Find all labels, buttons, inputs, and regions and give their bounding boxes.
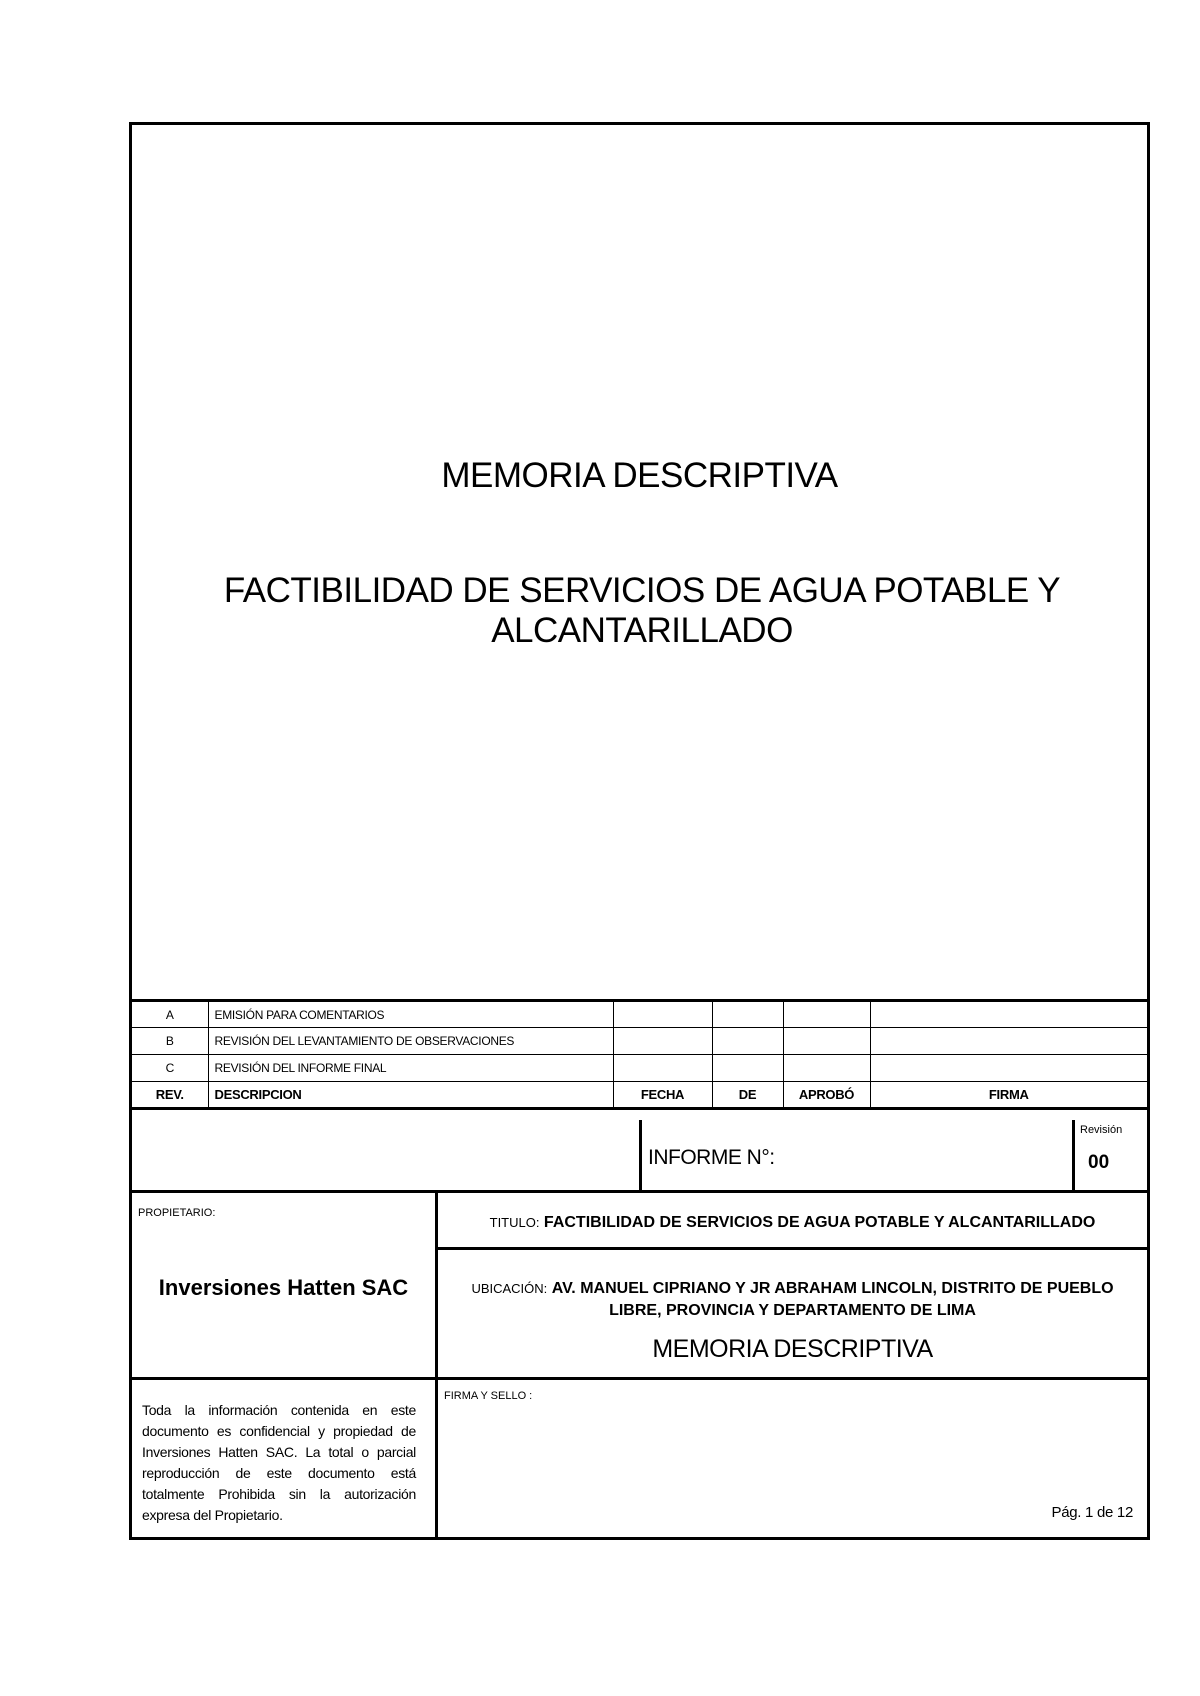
informe-row <box>132 1120 1147 1193</box>
rev-aprobo <box>783 1055 870 1082</box>
rev-de <box>712 1001 783 1028</box>
revision-row-c <box>132 1055 1147 1082</box>
rev-code: B <box>132 1028 208 1055</box>
main-title: MEMORIA DESCRIPTIVA <box>441 456 838 495</box>
sub-title-line-1: FACTIBILIDAD DE SERVICIOS DE AGUA POTABLE Y <box>223 571 1061 610</box>
rev-aprobo <box>783 1001 870 1028</box>
revision-table <box>132 999 1147 1110</box>
sub-title-line-2: ALCANTARILLADO <box>491 611 793 650</box>
rev-de <box>712 1055 783 1082</box>
ubicacion-value: AV. MANUEL CIPRIANO Y JR ABRAHAM LINCOLN, DISTRITO DE PUEBLO LIBRE, PROVINCIA Y DEPARTAMENTO DE LIMA <box>551 1280 1114 1319</box>
rev-firma <box>870 1001 1147 1028</box>
rev-code: A <box>132 1001 208 1028</box>
header-aprobo: APROBÓ <box>783 1082 870 1109</box>
titulo-row <box>438 1193 1147 1250</box>
header-de: DE <box>712 1082 783 1109</box>
rev-fecha <box>613 1001 712 1028</box>
header-fecha: FECHA <box>613 1082 712 1109</box>
owner-block <box>132 1193 438 1377</box>
title-area <box>132 125 1147 1001</box>
rev-code: C <box>132 1055 208 1082</box>
titulo-value: FACTIBILIDAD DE SERVICIOS DE AGUA POTABLE Y ALCANTARILLADO <box>543 1214 1096 1231</box>
ubicacion-label: UBICACIÓN: <box>471 1281 548 1296</box>
document-frame <box>129 122 1150 1540</box>
rev-firma <box>870 1028 1147 1055</box>
ubicacion-row <box>438 1250 1147 1377</box>
rev-fecha <box>613 1028 712 1055</box>
firma-sello-label: FIRMA Y SELLO : <box>444 1390 533 1402</box>
rev-description: REVISIÓN DEL INFORME FINAL <box>208 1055 613 1082</box>
memoria-label: MEMORIA DESCRIPTIVA <box>652 1335 933 1363</box>
rev-fecha <box>613 1055 712 1082</box>
rev-de <box>712 1028 783 1055</box>
header-rev: REV. <box>132 1082 208 1109</box>
rev-firma <box>870 1055 1147 1082</box>
owner-label: PROPIETARIO: <box>138 1207 216 1219</box>
rev-aprobo <box>783 1028 870 1055</box>
informe-label: INFORME N°: <box>648 1146 775 1169</box>
rev-description: REVISIÓN DEL LEVANTAMIENTO DE OBSERVACIONES <box>208 1028 613 1055</box>
revision-label: Revisión <box>1080 1124 1123 1136</box>
footer-block <box>132 1377 1147 1537</box>
owner-name: Inversiones Hatten SAC <box>158 1275 409 1300</box>
revision-row-a <box>132 1001 1147 1028</box>
informe-cell <box>639 1120 1075 1190</box>
revision-row-b <box>132 1028 1147 1055</box>
rev-description: EMISIÓN PARA COMENTARIOS <box>208 1001 613 1028</box>
sub-title <box>192 571 1092 651</box>
titulo-label: TITULO: <box>489 1215 540 1230</box>
page-number: Pág. 1 de 12 <box>1051 1504 1133 1521</box>
confidential-notice: Toda la información contenida en este documento es confidencial y propiedad de Inversiones Hatten SAC. La total o parcial reproducción de este documento está totalmente Prohibida sin la autorización expresa del Propietario. <box>142 1402 416 1523</box>
revision-value: 00 <box>1088 1152 1110 1173</box>
confidential-cell <box>132 1380 438 1537</box>
revision-header-row <box>132 1082 1147 1109</box>
header-firma: FIRMA <box>870 1082 1147 1109</box>
header-descripcion: DESCRIPCION <box>208 1082 613 1109</box>
